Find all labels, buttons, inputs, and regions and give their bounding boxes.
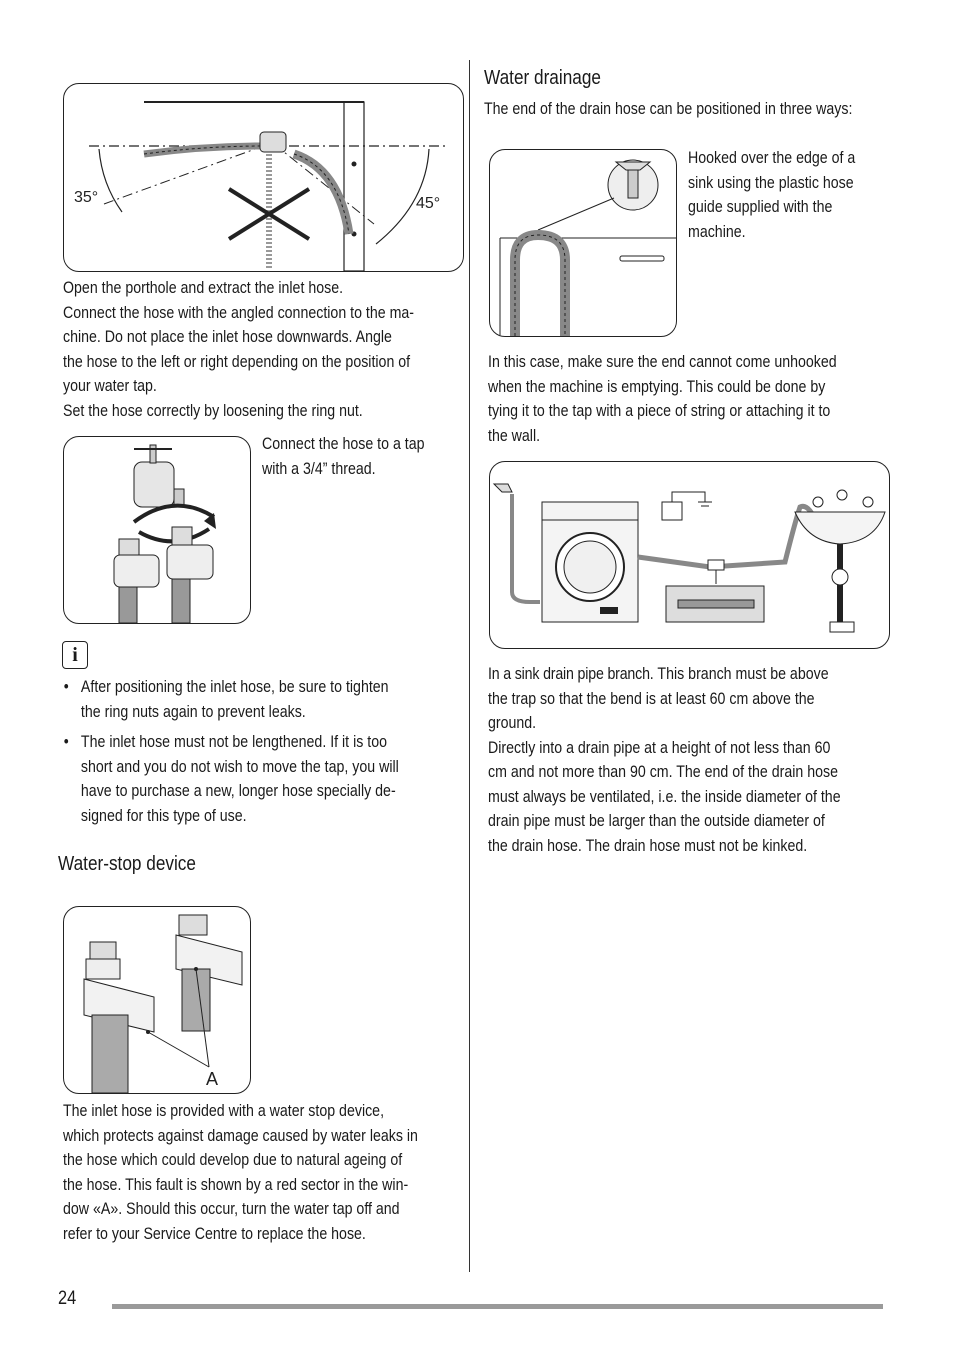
info-icon: i — [62, 641, 88, 669]
page-number: 24 — [58, 1288, 77, 1309]
window-a-label: A — [206, 1069, 219, 1089]
drainage-intro: The end of the drain hose can be positioned in three ways: — [484, 100, 853, 118]
bullet-item: • The inlet hose must not be lengthened. If it is too short and you do not wish to move the tap, you will have to purchase a new, longer hose specially de- signed for this type of use. — [62, 730, 399, 828]
inlet-hose-angle-figure — [63, 83, 464, 272]
tap-caption: Connect the hose to a tap with a 3/4” thread. — [262, 435, 425, 478]
tap-connection-figure — [63, 436, 251, 624]
inlet-hose-instructions: Open the porthole and extract the inlet hose. Connect the hose with the angled connection to the ma- chine. Do not place the inlet hose downwards. Angle the hose to the left or right depending on the position of your water tap. Set the hose correctly by loosening the ring nut. — [63, 279, 415, 420]
bullet-item: • After positioning the inlet hose, be sure to tighten the ring nuts again to prevent leaks. — [62, 675, 399, 724]
waterstop-device-figure — [63, 906, 251, 1094]
waterstop-description: The inlet hose is provided with a water stop device, which protects against damage caused by water leaks in the hose which could develop due to natural ageing of the hose. This fault is shown by a red sector in the win- dow «A». Should this occur, turn the water tap off and refer to your Service Centre to replace the hose. — [63, 1102, 418, 1243]
ventilated-term: ventilated — [589, 787, 651, 806]
angle-right-label: 45° — [416, 195, 441, 212]
drain-options-text: In a sink drain pipe branch. This branch must be above the trap so that the bend is at least 60 cm above the ground. Directly into a drain pipe at a height of not less than 60 cm and not more than 90 cm. The end of the drain hose must always be ventilated, i.e. the inside diameter of the drain pipe must be larger than the outside diameter of the drain hose. The drain hose must not be kinked. — [488, 665, 841, 855]
sink-case-text: In this case, make sure the end cannot come unhooked when the machine is emptying. This could be done by tying it to the tap with a piece of string or attaching it to the wall. — [488, 353, 837, 445]
water-drainage-heading: Water drainage — [484, 67, 601, 89]
sink-hook-figure — [489, 149, 677, 337]
option-sink-edge: Hooked over the edge of a sink using the plastic hose guide supplied with the machine. — [688, 149, 856, 241]
direct-title: Directly into a drain pipe at a height — [488, 738, 711, 757]
info-bullets — [62, 675, 399, 828]
footer-rule — [112, 1304, 883, 1309]
column-divider — [469, 60, 470, 1272]
branch-title: In a sink drain pipe branch — [488, 665, 650, 683]
waterstop-heading: Water-stop device — [58, 853, 196, 875]
angle-left-label: 35° — [74, 189, 99, 206]
drain-installation-figure — [489, 461, 890, 649]
